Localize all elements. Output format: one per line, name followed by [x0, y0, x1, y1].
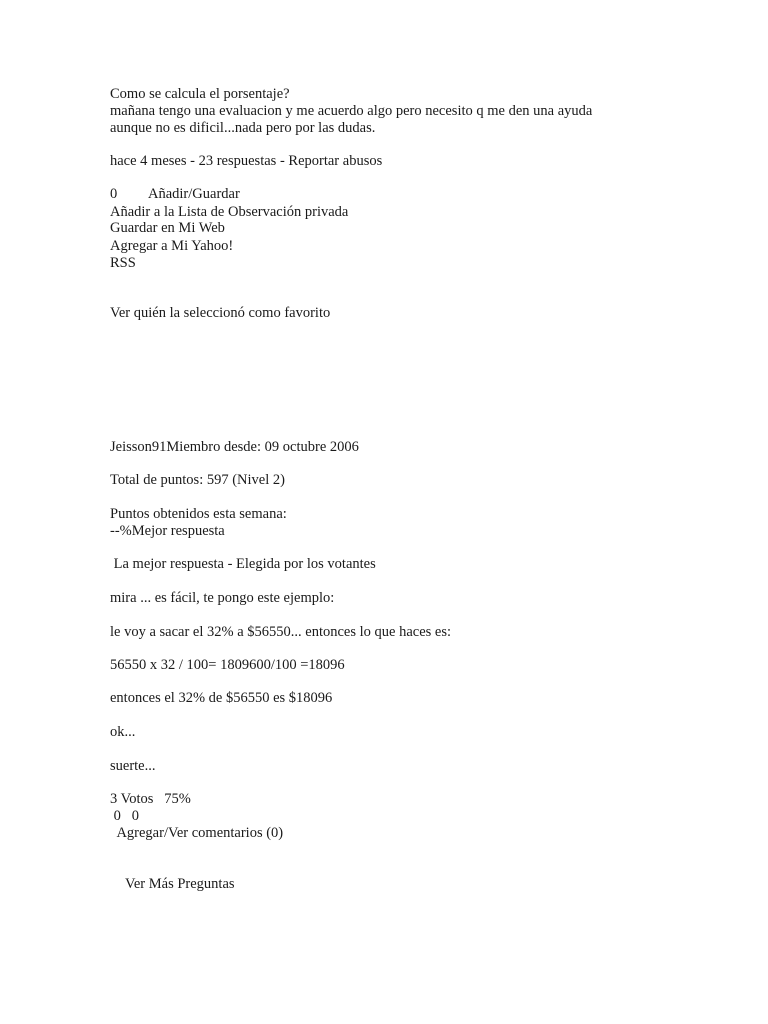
- meta-separator: -: [276, 153, 289, 169]
- question-meta: [110, 153, 382, 170]
- add-save-button[interactable]: Añadir/Guardar: [148, 186, 240, 202]
- answer-paragraph: le voy a sacar el 32% a $56550... entonces lo que haces es:: [110, 624, 452, 640]
- comments-link[interactable]: Agregar/Ver comentarios (0): [110, 825, 284, 841]
- best-answer-heading: La mejor respuesta - Elegida por los votantes: [110, 556, 376, 572]
- save-menu-item-rss[interactable]: RSS: [110, 255, 136, 271]
- answer-paragraph: mira ... es fácil, te pongo este ejemplo:: [110, 590, 335, 606]
- answer-paragraph: suerte...: [110, 758, 156, 774]
- report-abuse-link[interactable]: Reportar abusos: [288, 153, 383, 169]
- user-week-points: Puntos obtenidos esta semana:: [110, 506, 287, 522]
- save-menu-item-my-yahoo[interactable]: Agregar a Mi Yahoo!: [110, 238, 234, 254]
- question-title: Como se calcula el porsentaje?: [110, 86, 290, 102]
- question-body-line-1: mañana tengo una evaluacion y me acuerdo algo pero necesito q me den una ayuda: [110, 103, 593, 119]
- answer-paragraph: entonces el 32% de $56550 es $18096: [110, 690, 333, 706]
- user-name-line[interactable]: Jeisson91Miembro desde: 09 octubre 2006: [110, 439, 359, 455]
- user-points: Total de puntos: 597 (Nivel 2): [110, 472, 285, 488]
- save-count: 0: [110, 186, 118, 202]
- save-menu-header: [110, 186, 240, 203]
- answer-paragraph: 56550 x 32 / 100= 1809600/100 =18096: [110, 657, 345, 673]
- answers-count-link[interactable]: 23 respuestas: [198, 153, 277, 169]
- thumbs-counts[interactable]: 0 0: [110, 808, 139, 824]
- save-menu-item-watchlist[interactable]: Añadir a la Lista de Observación privada: [110, 204, 349, 220]
- meta-separator: -: [186, 153, 199, 169]
- favorites-link[interactable]: Ver quién la seleccionó como favorito: [110, 305, 331, 321]
- question-body-line-2: aunque no es dificil...nada pero por las dudas.: [110, 120, 376, 136]
- save-menu-item-my-web[interactable]: Guardar en Mi Web: [110, 220, 225, 236]
- votes-line: 3 Votos 75%: [110, 791, 191, 807]
- more-questions-link[interactable]: Ver Más Preguntas: [125, 876, 235, 892]
- answer-paragraph: ok...: [110, 724, 136, 740]
- question-age: hace 4 meses: [110, 153, 187, 169]
- user-best-answer-pct: --%Mejor respuesta: [110, 523, 225, 539]
